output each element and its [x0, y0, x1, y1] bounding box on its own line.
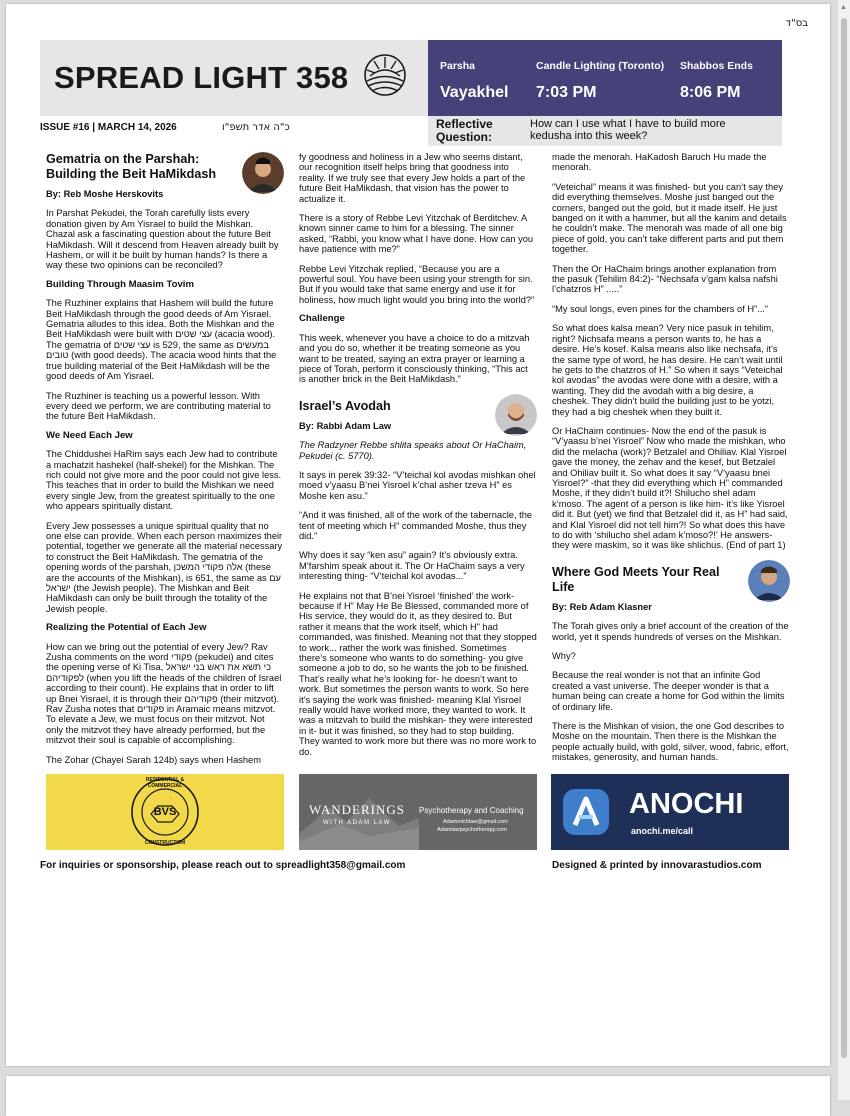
footer-contact: For inquiries or sponsorship, please reach out to spreadlight358@gmail.com — [40, 860, 406, 871]
author-photo-law — [495, 394, 537, 436]
hebrew-date: כ"ה אדר תשפ"ו — [222, 122, 290, 133]
author-photo-herskovits — [242, 152, 284, 194]
shabbos-times-panel — [428, 40, 782, 116]
wanderings-service: Psychotherapy and Coaching — [419, 806, 524, 815]
shabbos-ends-value: 8:06 PM — [680, 84, 741, 101]
wanderings-site: Adamlawpsychotherapy.com — [437, 827, 507, 833]
article-title: Where God Meets Your Real Life — [552, 564, 720, 594]
issue-line: ISSUE #16 | MARCH 14, 2026 — [40, 122, 177, 133]
scrollbar[interactable] — [838, 0, 850, 1100]
section-heading: Building Through Maasim Tovim — [46, 278, 194, 290]
article-title: Gematria on the Parshah: Building the Beit HaMikdash — [46, 152, 217, 181]
candle-lighting-value: 7:03 PM — [536, 84, 597, 101]
scrollbar-thumb[interactable] — [841, 18, 847, 1058]
reflective-question: How can I use what I have to build more kedusha into this week? — [530, 118, 726, 142]
paragraph: “Veteichal” means it was finished- but you can’t say they did everything themselves. Moshe just banged out the corners, banged out the gold, but it made itself. He just banged on it with a hammer, but all the kanim and details he couldn’t make. The menorah was made of all one big piece of gold, you can’t take different parts and put them together. — [552, 181, 787, 255]
author-photo-klasner — [748, 560, 790, 602]
paragraph: “And it was finished, all of the work of the tabernacle, the tent of meeting which H” commanded Moshe, thus they did.” — [299, 510, 533, 541]
paragraph: Because the real wonder is not that an infinite God created a vast universe. The deeper wonder is that a human being can create a home for God within the limits of ordinary life. — [552, 670, 785, 712]
paragraph: There is the Mishkan of vision, the one God describes to Moshe on the mountain. Then there is the Mishkan the people actually build, with gold, silver, wood, fabric, effort, mistakes, generosity, and human hands. — [552, 721, 789, 763]
paragraph: Every Jew possesses a unique spiritual quality that no one else can provide. When each person maximizes their potential, together we generate all the material necessary to construct the Beit HaMikdash. The gematria of the opening words of the parshah, אלה פקודי המשכן (these are the accounts of the Mishkan), is 651, the same as עם ישראל (the Jewish people). The Mishkan and Beit HaMikdash can only be built through the totality of the Jewish people. — [46, 520, 283, 614]
section-heading: Challenge — [299, 313, 345, 325]
paragraph: In Parshat Pekudei, the Torah carefully lists every donation given by Am Yisrael to build the Mishkan. Chazal ask a fascinating question about the future Beit HaMikdash. Will it descend from Heaven already built by Hashem, or will it be built by human hands? Is there a way these two opinions can be reconciled? — [46, 208, 279, 271]
paragraph: How can we bring out the potential of every Jew? Rav Zusha comments on the word פקודי (pekudei) and cites the opening verse of Ki Tisa, כי תשא את ראש בני ישראל לפקודיהם (when you lift the heads of the children of Israel according to their count). He explains that in order to lift up Bnei Yisrael, it is through their פקודיהם (their mitzvot). Rav Zusha notes that פקודים in Aramaic means mitzvot. To elevate a Jew, we must focus on their mitzvot. Not only the mitzvot they have already performed, but the mitzvot their soul is capable of accomplishing. — [46, 641, 282, 746]
paragraph: The Ruzhiner explains that Hashem will build the future Beit HaMikdash through the good deeds of Am Yisrael. Gematria alludes to this idea. Both the Mishkan and the Beit HaMikdash were built with עצי שטים (acacia wood). The gematria of עצי שטים is 529, the same as במעשים טובים (with good deeds). The acacia wood hints that the true building material of the Beit HaMikdash will be the good deeds of Am Yisrael. — [46, 298, 277, 382]
parsha-label: Parsha — [440, 60, 476, 72]
article-intro: The Radzyner Rebbe shlita speaks about Or HaChaim, Pekudei (c. 5770). — [299, 440, 527, 461]
paragraph: The Zohar (Chayei Sarah 124b) says when Hashem — [46, 754, 261, 765]
scroll-up-icon[interactable]: ▲ — [840, 4, 847, 11]
next-page — [6, 1076, 830, 1116]
candle-lighting-label: Candle Lighting (Toronto) — [536, 60, 665, 72]
paragraph: Why does it say “ken asu” again? It’s obviously extra. M’farshim speak about it. The Or HaChaim says a very interesting thing- “V’teichal kol avodas...” — [299, 550, 525, 582]
sun-logo-icon — [362, 50, 408, 100]
paragraph: Or HaChaim continues- Now the end of the pasuk is “V’yaasu b’nei Yisroel” Now who made the mishkan, who did the melacha (work)? Betzalel and Ohiliav. Klal Yisroel gave the money, the zehav and the kesef, but Betzalel and Ohiliav built it. So what does it say “V’yaasu bnei Yisroel?” -that they did everything which H” commanded Moshe, if they didn’t build it?! Shilucho shel adam k’moso. The agent of a person is like him- it’s like Yisroel did it. But (yet) we find that Betzalel did it, as H” had said, and Klal Yisroel did not tell him?! So what does this have to do with ‘shilucho shel adam k’moso?!’ He answers- they were maskim, so it was like shlichus. (End of part 1) — [552, 425, 788, 551]
column-3 — [552, 152, 790, 766]
anochi-url: anochi.me/call — [631, 826, 694, 836]
article-byline: By: Reb Adam Klasner — [552, 601, 652, 612]
paragraph: Rebbe Levi Yitzchak replied, “Because you are a powerful soul. You have been using your strength for sin. But if you would take that same energy and use it for holiness, how much light would you bring into the world?” — [299, 263, 535, 305]
paragraph: The Torah gives only a brief account of the creation of the world, yet it spends hundreds of verses on the Mishkan. — [552, 621, 789, 642]
footer-credit: Designed & printed by innovarastudios.com — [552, 860, 762, 871]
paragraph: There is a story of Rebbe Levi Yitzchak of Berditchev. A known sinner came to him for a blessing. The sinner asked, “Rabbi, you know what I have done. How can you have patience with me?” — [299, 213, 534, 255]
wanderings-ad[interactable] — [299, 774, 537, 850]
parsha-value: Vayakhel — [440, 84, 509, 101]
wanderings-email: Adammichlaw@gmail.com — [443, 819, 508, 825]
bvs-center-text: BVS — [153, 806, 177, 818]
bvs-ad[interactable] — [46, 774, 284, 850]
article-title: Israel’s Avodah — [299, 398, 391, 413]
wanderings-title: WANDERINGS — [309, 802, 405, 817]
article-byline: By: Reb Moshe Herskovits — [46, 189, 164, 199]
bvs-ring-top: RESIDENTIAL & COMMERCIAL — [145, 777, 185, 789]
paragraph: It says in perek 39:32- “V’teichal kol avodas mishkan ohel moed v’yaasu B’nei Yisroel k’chal asher tzeva H” es Moshe ken asu.” — [299, 469, 536, 501]
bsd-mark: בס"ד — [785, 18, 808, 29]
reflective-label: Reflective Question: — [436, 117, 493, 144]
paragraph: made the menorah. HaKadosh Baruch Hu made the menorah. — [552, 152, 767, 173]
shabbos-ends-label: Shabbos Ends — [680, 60, 753, 72]
bvs-ring-bottom: CONSTRUCTION — [144, 840, 186, 846]
paragraph: He explains not that B’nei Yisroel ‘finished’ the work- because if H” May He Be Blessed, commanded more of His service, they would do it, as they desired to. But rather it means that the work itself, which H” had commanded, was finished. Meaning not that they stopped to work... rather the work was finished. Sometimes there’s someone who wants to do something- you give someone a job to do, so he wants the job to be finished. That’s really what he’s looking for- he doesn’t want to work. But sometimes the person wants to work. So here it’s saying the work was finished- meaning Klal Yisroel really would have worked more, they wanted to work. It was a mitzvah to build the mishkan- they were interested in it- but it was finished, so they had to stop building. They wanted to work more but there was no more work to do. — [299, 590, 537, 757]
paragraph: The Chiddushei HaRim says each Jew had to contribute a machatzit hashekel (half-shekel) for the Mishkan. The rich could not give more and the poor could not give less. This teaches that in order to build the Mishkan we need every single Jew, from the greatest spiritually to the one who appears spiritually distant. — [46, 449, 282, 512]
column-2 — [299, 152, 537, 766]
paragraph: fy goodness and holiness in a Jew who seems distant, our recognition itself helps bring that goodness into reality. If we truly see that every Jew holds a part of the future Beit HaMikdash, that vision has the power to actualize it. — [299, 152, 526, 204]
section-heading: Realizing the Potential of Each Jew — [46, 622, 207, 634]
paragraph: This week, whenever you have a choice to do a mitzvah and you do so, whether it be treating someone as you want to be treated, saying an extra prayer or learning a piece of Torah, perform it consciously thinking, “This act is another brick in the Beit HaMikdash.” — [299, 332, 530, 385]
paragraph: “My soul longs, even pines for the chambers of H”...” — [552, 303, 768, 314]
wanderings-subtitle: WITH ADAM LAW — [323, 820, 391, 826]
paragraph: Then the Or HaChaim brings another explanation from the pasuk (Tehilim 84:2)- “Nechsafa v’gam kalsa nafshi l’chatzros H” .....” — [552, 263, 778, 295]
anochi-name: ANOCHI — [629, 788, 744, 820]
masthead-title: SPREAD LIGHT 358 — [54, 60, 349, 95]
paragraph: So what does kalsa mean? Very nice pasuk in tehilim, right? Nichsafa means a person wants to, he has a desire. He’s kosef. Kalsa means also like nechsafa, it’s the same type of word, he has desire. He can’t wait until he gets to the chatzros of H.” So when it says “Veteichal kol avodas” the avodas were done with a desire, with a wanting. They did the avodah with a big desire, a cheshek. They didn’t build the building just to be yotzi, they had a big cheshek when they built it. — [552, 323, 783, 417]
paragraph: Why? — [552, 651, 576, 662]
paragraph: The Ruzhiner is teaching us a powerful lesson. With every deed we perform, we are contributing material to the future Beit HaMikdash. — [46, 390, 271, 422]
anochi-logo-icon — [561, 787, 611, 837]
anochi-ad[interactable] — [551, 774, 789, 850]
article-byline: By: Rabbi Adam Law — [299, 420, 392, 431]
section-heading: We Need Each Jew — [46, 429, 133, 441]
column-1 — [46, 152, 284, 766]
